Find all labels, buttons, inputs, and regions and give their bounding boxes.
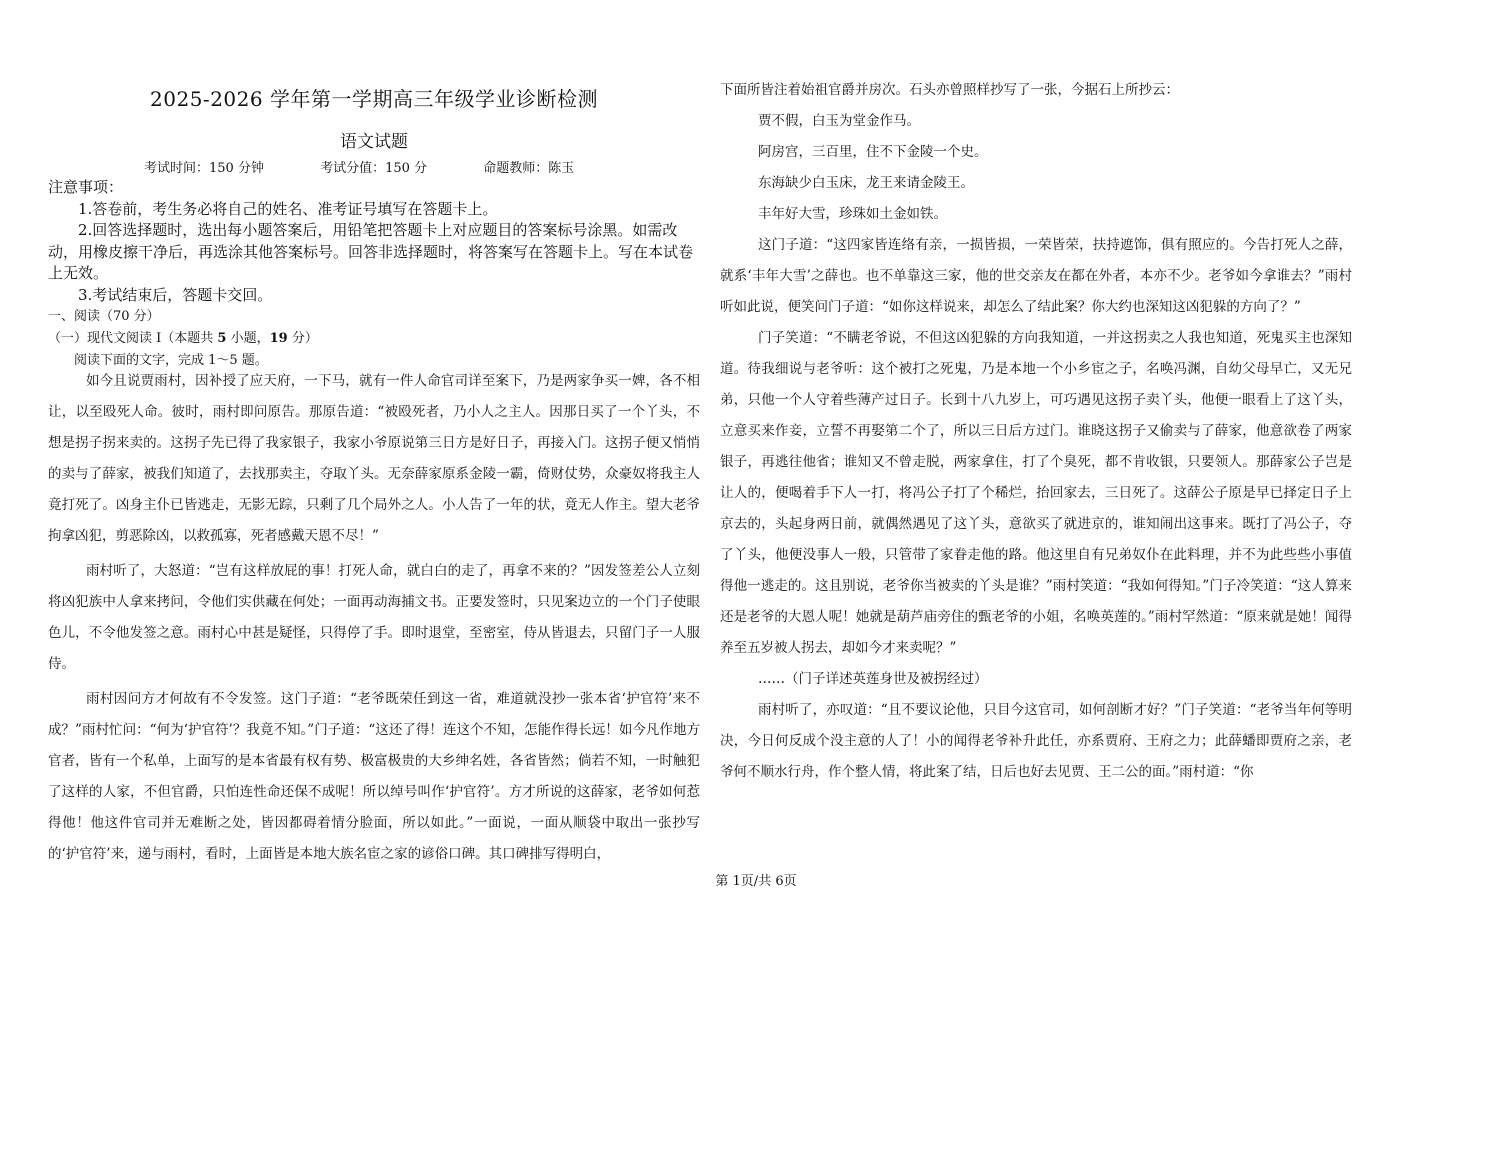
exam-score: 考试分值：150 分: [320, 161, 428, 176]
notice-block: [48, 177, 700, 306]
exam-title: 2025-2026 学年第一学期高三年级学业诊断检测: [150, 87, 598, 111]
verse-line: 贾不假，白玉为堂金作马。: [758, 113, 920, 129]
passage-paragraph: 这门子道：“这四家皆连络有亲，一损皆损，一荣皆荣，扶持遮饰，俱有照应的。今告打死人之薛，就系‘丰年大雪’之薛也。也不单靠这三家，他的世交亲友在都在外者，本亦不少。老爷如今拿谁去？”雨村听如此说，便笑问门子道：“如你这样说来，却怎么了结此案？你大约也深知这凶犯躲的方向了？”: [720, 237, 1352, 315]
passage-paragraph: 雨村因问方才何故有不令发签。这门子道：“老爷既荣任到这一省，难道就没抄一张本省‘护官符’来不成？”雨村忙问：“何为‘护官符’？我竟不知。”门子道：“这还了得！连这个不知，怎能作得长远！如今凡作地方官者，皆有一个私单，上面写的是本省最有权有势、极富极贵的大乡绅名姓，各省皆然；倘若不知，一时触犯了这样的人家，不但官爵，只怕连性命还保不成呢！所以绰号叫作‘护官符’。方才所说的这薛家，老爷如何惹得他！他这件官司并无难断之处，皆因都碍着情分脸面，所以如此。”一面说，一面从顺袋中取出一张抄写的‘护官符’来，递与雨村，看时，上面皆是本地大族名宦之家的谚俗口碑。其口碑排写得明白，: [48, 691, 700, 862]
exam-time: 考试时间：150 分钟: [144, 161, 264, 176]
exam-meta: [144, 157, 626, 176]
passage-paragraph: 雨村听了，亦叹道：“且不要议论他，只目今这官司，如何剖断才好？”门子笑道：“老爷当年何等明决，今日何反成个没主意的人了！小的闻得老爷补升此任，亦系贾府、王府之力；此薛蟠即贾府之亲，老爷何不顺水行舟，作个整人情，将此案了结，日后也好去见贾、王二公的面。”雨村道：“你: [720, 702, 1352, 780]
verse-line: 阿房宫，三百里，住不下金陵一个史。: [758, 144, 988, 160]
section-reading: 一、阅读（70 分）: [48, 309, 160, 324]
notice-item: 3.考试结束后，答题卡交回。: [78, 285, 273, 304]
passage-paragraph: 如今且说贾雨村，因补授了应天府，一下马，就有一件人命官司详至案下，乃是两家争买一婢，各不相让，以至殴死人命。彼时，雨村即问原告。那原告道：“被殴死者，乃小人之主人。因那日买了一个丫头，不想是拐子拐来卖的。这拐子先已得了我家银子，我家小爷原说第三日方是好日子，再接入门。这拐子便又悄悄的卖与了薛家，被我们知道了，去找那卖主，夺取丫头。无奈薛家原系金陵一霸，倚财仗势，众豪奴将我主人竟打死了。凶身主仆已皆逃走，无影无踪，只剩了几个局外之人。小人告了一年的状，竟无人作主。望大老爷拘拿凶犯，剪恶除凶，以救孤寡，死者感戴天恩不尽！”: [48, 373, 700, 544]
exam-subtitle: 语文试题: [340, 132, 408, 152]
passage-paragraph: 雨村听了，大怒道：“岂有这样放屁的事！打死人命，就白白的走了，再拿不来的？”因发签差公人立刻将凶犯族中人拿来拷问，令他们实供藏在何处；一面再动海捕文书。正要发签时，只见案边立的一个门子使眼色儿，不令他发签之意。雨村心中甚是疑怪，只得停了手。即时退堂，至密室，侍从皆退去，只留门子一人服侍。: [48, 563, 700, 672]
passage-ellipsis: ……（门子详述英莲身世及被拐经过）: [758, 671, 988, 687]
reading-instruction: 阅读下面的文字，完成 1～5 题。: [74, 353, 268, 368]
notice-item: 1.答卷前，考生务必将自己的姓名、准考证号填写在答题卡上。: [78, 199, 498, 218]
verse-line: 东海缺少白玉床，龙王来请金陵王。: [758, 175, 974, 191]
passage-right: [720, 75, 1352, 788]
verse-line: 丰年好大雪，珍珠如土金如铁。: [758, 206, 947, 222]
exam-teacher: 命题教师：陈玉: [483, 161, 575, 176]
page-footer: 第 1页/共 6页: [715, 874, 797, 889]
notice-heading: 注意事项：: [48, 178, 124, 196]
passage-left: [48, 366, 700, 874]
passage-paragraph: 下面所皆注着始祖官爵并房次。石头亦曾照样抄写了一张，今据石上所抄云：: [720, 82, 1179, 98]
notice-item: 2.回答选择题时，选出每小题答案后，用铅笔把答题卡上对应题目的答案标号涂黑。如需改动，用橡皮擦干净后，再选涂其他答案标号。回答非选择题时，将答案写在答题卡上。写在本试卷上无效。: [48, 221, 694, 282]
passage-paragraph: 门子笑道：“不瞒老爷说，不但这凶犯躲的方向我知道，一并这拐卖之人我也知道，死鬼买主也深知道。待我细说与老爷听：这个被打之死鬼，乃是本地一个小乡宦之子，名唤冯渊，自幼父母早亡，又无兄弟，只他一个人守着些薄产过日子。长到十八九岁上，可巧遇见这拐子卖丫头，他便一眼看上了这丫头，立意买来作妾，立誓不再娶第二个了，所以三日后方过门。谁晓这拐子又偷卖与了薛家，他意欲卷了两家银子，再逃往他省；谁知又不曾走脱，两家拿住，打了个臭死，都不肯收银，只要领人。那薛家公子岂是让人的，便喝着手下人一打，将冯公子打了个稀烂，抬回家去，三日死了。这薛公子原是早已择定日子上京去的，头起身两日前，就偶然遇见了这丫头，意欲买了就进京的，谁知闹出这事来。既打了冯公子，夺了丫头，他便没事人一般，只管带了家眷走他的路。他这里自有兄弟奴仆在此料理，并不为此些些小事值得他一逃走的。这且别说，老爷你当被卖的丫头是谁？”雨村笑道：“我如何得知。”门子冷笑道：“这人算来还是老爷的大恩人呢！她就是葫芦庙旁住的甄老爷的小姐，名唤英莲的。”雨村罕然道：“原来就是她！闻得养至五岁被人拐去，却如今才来卖呢？”: [720, 330, 1352, 656]
section-modern-reading: （一）现代文阅读 I（本题共 5 小题，19 分）: [48, 331, 318, 346]
